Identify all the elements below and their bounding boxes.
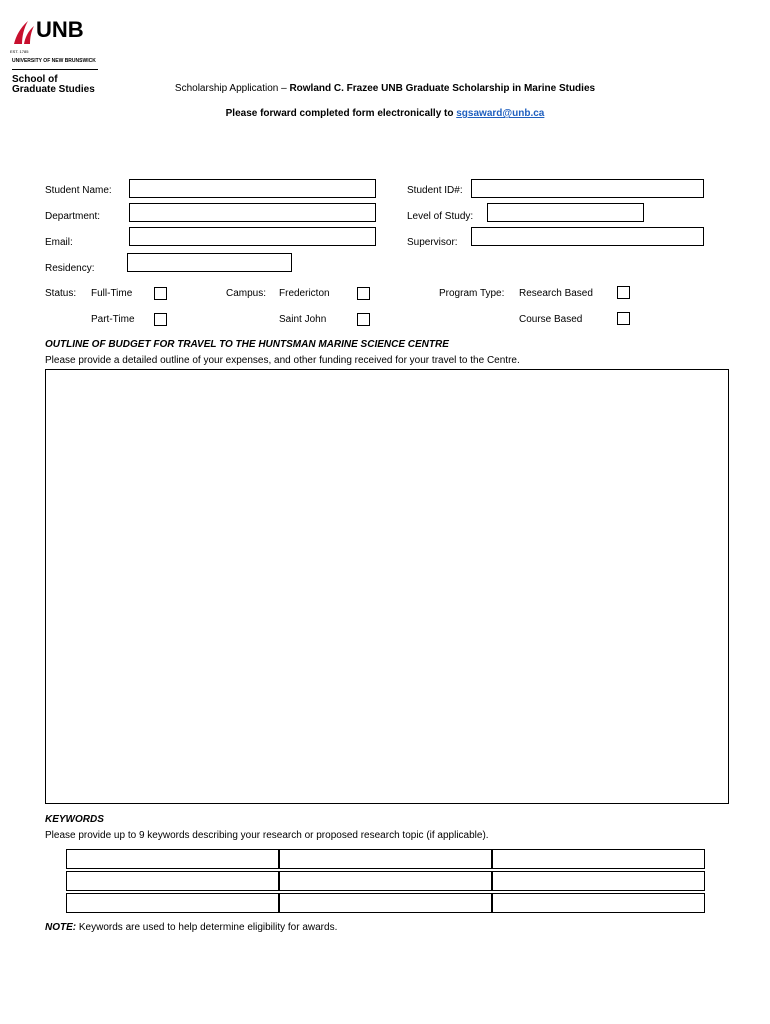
program-type-label: Program Type: bbox=[439, 288, 505, 299]
budget-textarea[interactable] bbox=[45, 369, 729, 804]
email-input[interactable] bbox=[129, 227, 376, 246]
saint-john-checkbox[interactable] bbox=[357, 313, 370, 326]
budget-description: Please provide a detailed outline of your expenses, and other funding received for your travel to the Centre. bbox=[45, 355, 520, 366]
residency-label: Residency: bbox=[45, 263, 95, 274]
keywords-table bbox=[66, 849, 706, 915]
unb-flame-icon bbox=[10, 18, 36, 46]
campus-label: Campus: bbox=[226, 288, 267, 299]
student-name-input[interactable] bbox=[129, 179, 376, 198]
student-id-label: Student ID#: bbox=[407, 185, 463, 196]
keyword-input-6[interactable] bbox=[492, 871, 705, 891]
logo-university: UNIVERSITY OF NEW BRUNSWICK bbox=[12, 58, 96, 64]
keywords-heading: KEYWORDS bbox=[45, 814, 104, 825]
keyword-input-4[interactable] bbox=[66, 871, 279, 891]
fredericton-checkbox[interactable] bbox=[357, 287, 370, 300]
supervisor-input[interactable] bbox=[471, 227, 704, 246]
research-based-label: Research Based bbox=[519, 288, 593, 299]
forward-instruction bbox=[0, 108, 770, 120]
logo-divider bbox=[12, 69, 98, 70]
full-time-checkbox[interactable] bbox=[154, 287, 167, 300]
part-time-checkbox[interactable] bbox=[154, 313, 167, 326]
keyword-input-5[interactable] bbox=[279, 871, 492, 891]
logo-school-line1: School of bbox=[12, 74, 58, 85]
level-of-study-label: Level of Study: bbox=[407, 211, 474, 222]
forward-text: Please forward completed form electronically to bbox=[225, 108, 457, 119]
research-based-checkbox[interactable] bbox=[617, 286, 630, 299]
email-label: Email: bbox=[45, 237, 73, 248]
full-time-label: Full-Time bbox=[91, 288, 133, 299]
email-link[interactable]: sgsaward@unb.ca bbox=[456, 108, 545, 119]
keywords-note bbox=[45, 922, 337, 934]
saint-john-label: Saint John bbox=[279, 314, 327, 325]
keywords-description: Please provide up to 9 keywords describing your research or proposed research topic (if applicable). bbox=[45, 830, 489, 841]
logo-est: EST. 1785 bbox=[10, 49, 29, 54]
status-label: Status: bbox=[45, 288, 77, 299]
course-based-checkbox[interactable] bbox=[617, 312, 630, 325]
residency-input[interactable] bbox=[127, 253, 292, 272]
page-title bbox=[0, 83, 770, 95]
unb-logo bbox=[10, 17, 120, 95]
note-label: NOTE: bbox=[45, 922, 77, 933]
budget-heading: OUTLINE OF BUDGET FOR TRAVEL TO THE HUNTSMAN MARINE SCIENCE CENTRE bbox=[45, 339, 449, 350]
logo-school-line2: Graduate Studies bbox=[12, 84, 95, 95]
keyword-input-8[interactable] bbox=[279, 893, 492, 913]
keyword-input-9[interactable] bbox=[492, 893, 705, 913]
department-label: Department: bbox=[45, 211, 101, 222]
keyword-input-1[interactable] bbox=[66, 849, 279, 869]
keyword-input-7[interactable] bbox=[66, 893, 279, 913]
note-text: Keywords are used to help determine eligibility for awards. bbox=[76, 922, 338, 933]
logo-wordmark: UNB bbox=[36, 17, 84, 42]
fredericton-label: Fredericton bbox=[279, 288, 330, 299]
supervisor-label: Supervisor: bbox=[407, 237, 458, 248]
keyword-input-3[interactable] bbox=[492, 849, 705, 869]
department-input[interactable] bbox=[129, 203, 376, 222]
student-id-input[interactable] bbox=[471, 179, 704, 198]
level-of-study-input[interactable] bbox=[487, 203, 644, 222]
part-time-label: Part-Time bbox=[91, 314, 135, 325]
student-name-label: Student Name: bbox=[45, 185, 112, 196]
keyword-input-2[interactable] bbox=[279, 849, 492, 869]
course-based-label: Course Based bbox=[519, 314, 583, 325]
title-scholarship-name: Rowland C. Frazee UNB Graduate Scholarship in Marine Studies bbox=[289, 83, 596, 94]
title-prefix: Scholarship Application – bbox=[174, 83, 290, 94]
